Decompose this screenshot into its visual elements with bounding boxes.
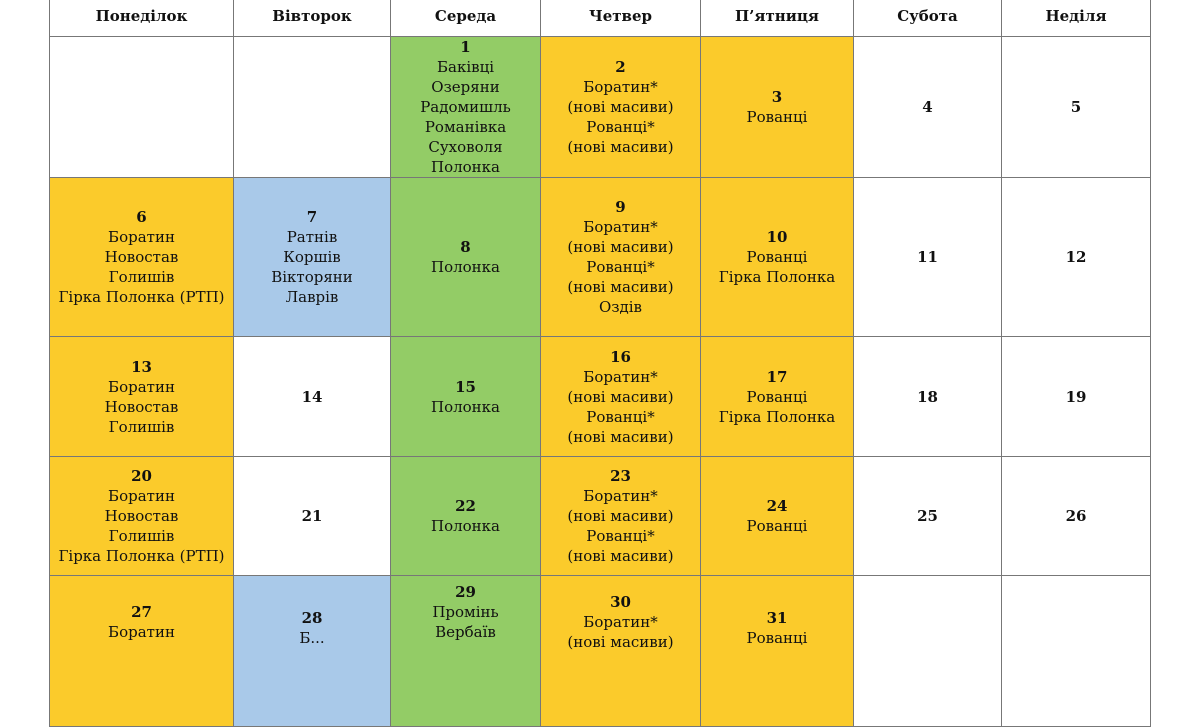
location: Голишів [108,417,175,436]
day-number: 20 [131,467,152,485]
location: Рованці* [586,527,655,545]
location: Оздів [599,298,642,316]
day-number: 31 [766,609,788,627]
location: Полонка [431,158,500,176]
location: Боратин [108,623,175,641]
header-thursday: Четвер [541,0,701,37]
day-cell [541,457,701,576]
day-number: 15 [455,377,476,396]
day-number: 29 [455,583,476,601]
day-number: 3 [771,88,783,106]
location: Голишів [108,527,175,545]
location: (нові масиви) [567,633,674,651]
location: Боратин [108,487,175,505]
day-cell [391,576,541,727]
header-monday: Понеділок [50,0,234,37]
location: Б... [299,629,325,647]
day-number: 25 [917,507,938,525]
header-tuesday: Вівторок [234,0,391,37]
day-number: 16 [610,347,631,366]
location: Полонка [431,517,500,535]
location: (нові масиви) [567,427,674,446]
location: Суховоля [428,138,503,156]
day-number: 22 [455,497,476,515]
day-cell [50,457,234,576]
day-number: 18 [917,387,938,406]
location: Полонка [431,258,500,276]
day-number: 10 [766,228,788,246]
location: (нові масиви) [567,547,674,565]
location: Лаврів [285,288,339,306]
day-number: 14 [301,387,323,406]
day-number: 4 [922,98,933,116]
day-cell [701,576,854,727]
location: Боратин* [583,78,658,96]
empty-cell [854,576,1002,727]
location: Радомишль [420,98,511,116]
day-cell [234,457,391,576]
day-cell [1002,337,1151,457]
header-row [50,0,1151,37]
day-number: 13 [131,357,152,376]
day-cell [541,37,701,178]
week-row [50,37,1151,178]
location: Гірка Полонка (РТП) [58,288,225,306]
location: Голишів [108,268,175,286]
location: Рованці [746,517,808,535]
location: Промінь [432,603,499,621]
day-number: 6 [136,208,147,226]
location: Озеряни [431,78,500,96]
day-number: 1 [460,38,471,56]
day-cell [541,178,701,337]
day-number: 8 [460,238,471,256]
location: Гірка Полонка [718,407,836,426]
location: Боратин [108,377,175,396]
location: (нові масиви) [567,238,674,256]
day-cell [854,37,1002,178]
day-cell [701,337,854,457]
location: Боратин* [583,218,658,236]
location: Рованці* [586,407,655,426]
location: (нові масиви) [567,278,674,296]
location: Рованці* [586,118,655,136]
location: Коршів [283,248,341,266]
location: Новостав [104,248,179,266]
day-number: 7 [306,208,318,226]
location: Рованці [746,629,808,647]
location: Боратин* [583,487,658,505]
day-number: 2 [615,58,626,76]
location: Рованці* [586,258,655,276]
day-cell [391,337,541,457]
day-cell [234,178,391,337]
location: (нові масиви) [567,507,674,525]
day-cell [701,178,854,337]
day-cell [50,337,234,457]
week-row [50,178,1151,337]
location: Рованці [746,248,808,266]
week-row [50,337,1151,457]
day-cell [234,576,391,727]
location: Гірка Полонка [718,268,836,286]
day-cell [701,37,854,178]
location: (нові масиви) [567,387,674,406]
day-cell [701,457,854,576]
location: Рованці [746,387,808,406]
week-row [50,576,1151,727]
day-number: 26 [1065,507,1087,525]
day-number: 30 [610,593,631,611]
empty-cell [234,37,391,178]
location: Вербаїв [435,623,496,641]
day-number: 19 [1065,387,1087,406]
day-number: 17 [766,367,788,386]
day-number: 9 [615,198,626,216]
day-cell [234,337,391,457]
location: Гірка Полонка (РТП) [58,547,225,565]
location: Боратин* [583,367,658,386]
header-sunday: Неділя [1002,0,1151,37]
location: Боратин [108,228,175,246]
day-number: 12 [1065,248,1087,266]
day-cell [854,457,1002,576]
location: Полонка [431,397,500,416]
day-number: 11 [917,248,938,266]
week-row [50,457,1151,576]
location: Боратин* [583,613,658,631]
location: Новостав [104,397,179,416]
header-friday: П’ятниця [701,0,854,37]
day-cell [1002,37,1151,178]
location: Рованці [746,108,808,126]
header-saturday: Субота [854,0,1002,37]
day-cell [391,37,541,178]
day-cell [1002,178,1151,337]
location: Вікторяни [271,268,353,286]
location: Новостав [104,507,179,525]
day-cell [854,337,1002,457]
location: (нові масиви) [567,138,674,156]
day-number: 27 [131,603,152,621]
day-number: 24 [766,497,788,515]
day-cell [541,337,701,457]
day-cell [1002,457,1151,576]
day-cell [391,178,541,337]
header-wednesday: Середа [391,0,541,37]
day-cell [541,576,701,727]
day-cell [854,178,1002,337]
day-cell [50,178,234,337]
day-number: 23 [610,467,631,485]
day-cell [50,576,234,727]
calendar-table [49,0,1151,727]
day-number: 21 [301,507,323,525]
location: Романівка [424,118,507,136]
location: Ратнів [286,228,338,246]
day-cell [391,457,541,576]
location: (нові масиви) [567,98,674,116]
location: Баківці [436,58,495,76]
empty-cell [1002,576,1151,727]
empty-cell [50,37,234,178]
day-number: 5 [1070,98,1082,116]
day-number: 28 [301,609,323,627]
